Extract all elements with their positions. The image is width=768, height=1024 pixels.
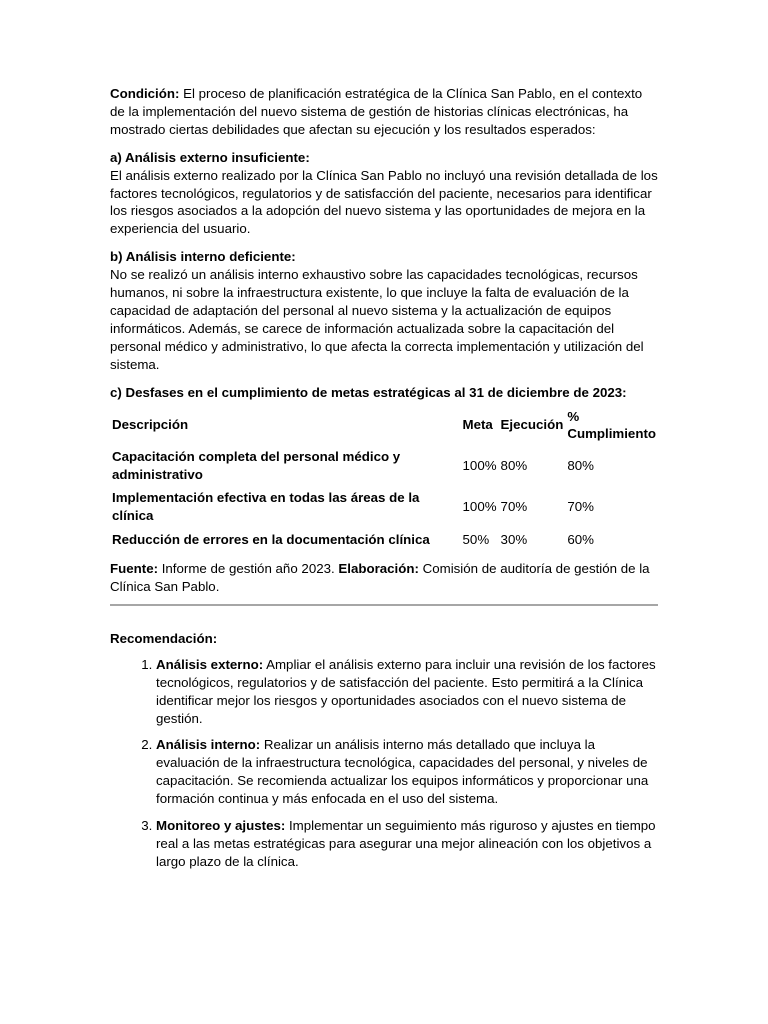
recommendation-text: Implementar un seguimiento más riguroso y ajustes en tiempo real a las metas estratégicas para asegurar una mejor alineación con los objetivos a largo plazo de la clínica. <box>156 818 656 869</box>
list-item <box>156 817 658 871</box>
table-cell-descripcion: Implementación efectiva en todas las áreas de la clínica <box>112 490 420 524</box>
goals-table <box>110 408 658 555</box>
table-row <box>110 489 658 525</box>
header-meta: Meta <box>462 417 493 433</box>
section-a-heading: a) Análisis externo insuficiente: <box>110 149 310 165</box>
table-cell-descripcion: Reducción de errores en la documentación clínica <box>112 531 430 547</box>
table-header-row <box>110 408 658 444</box>
table-cell-meta: 50% <box>462 531 490 547</box>
recommendation-label: Análisis externo: <box>156 656 264 672</box>
recommendation-label: Monitoreo y ajustes: <box>156 818 286 834</box>
section-divider <box>110 604 658 606</box>
header-cumplimiento: % Cumplimiento <box>567 408 657 442</box>
header-ejecucion: Ejecución <box>500 417 564 433</box>
source-label: Fuente: <box>110 561 159 577</box>
table-cell-meta: 100% <box>462 499 497 515</box>
recommendation-text: Ampliar el análisis externo para incluir una revisión de los factores tecnológicos, regulatorios y de satisfacción del paciente. Esto permitirá a la Clínica identificar mejor los riesgos y oportunidades asociados con el nuevo sistema de gestión. <box>156 656 656 726</box>
section-a-text: El análisis externo realizado por la Clínica San Pablo no incluyó una revisión detallada de los factores tecnológicos, regulatorios y de satisfacción del paciente, necesarios para identificar los riesgos asociados a la adopción del nuevo sistema y las oportunidades de mejora en la experiencia del usuario. <box>110 167 658 237</box>
table-cell-meta: 100% <box>462 458 497 474</box>
recommendation-text: Realizar un análisis interno más detallado que incluya la evaluación de la infraestructura tecnológica, capacidades del personal, y niveles de capacitación. Se recomienda actualizar los equipos informáticos y proporcionar una formación continua y más enfocada en el uso del sistema. <box>156 737 649 807</box>
elaboration-text: Comisión de auditoría de gestión de la Clínica San Pablo. <box>110 561 650 595</box>
list-item <box>156 656 658 728</box>
recommendation-label: Análisis interno: <box>156 737 261 753</box>
elaboration-label: Elaboración: <box>338 561 419 577</box>
source-text: Informe de gestión año 2023. <box>158 561 339 577</box>
table-cell-descripcion: Capacitación completa del personal médico y administrativo <box>112 449 401 483</box>
section-b-heading: b) Análisis interno deficiente: <box>110 249 296 265</box>
document-page <box>110 85 658 880</box>
condition-label: Condición: <box>110 86 180 101</box>
condition-text: El proceso de planificación estratégica de la Clínica San Pablo, en el contexto de la implementación del nuevo sistema de gestión de historias clínicas electrónicas, ha mostrado ciertas debilidades que afectan su ejecución y los resultados esperados: <box>110 86 643 137</box>
table-cell-ejecucion: 80% <box>500 458 528 474</box>
section-b-text: No se realizó un análisis interno exhaustivo sobre las capacidades tecnológicas, recursos humanos, ni sobre la infraestructura existente, lo que incluye la falta de evaluación de la capacidad de adaptación del personal al nuevo sistema y la actualización de equipos informáticos. Además, se carece de información actualizada sobre la capacitación del personal médico y administrativo, lo que afecta la correcta implementación y utilización del sistema. <box>110 267 644 372</box>
table-row <box>110 525 658 554</box>
table-row <box>110 443 658 489</box>
table-cell-cumplimiento: 70% <box>567 499 594 515</box>
recommendation-heading: Recomendación: <box>110 630 218 646</box>
list-item <box>156 736 658 808</box>
section-c-heading: c) Desfases en el cumplimiento de metas estratégicas al 31 de diciembre de 2023: <box>110 384 627 400</box>
table-cell-cumplimiento: 80% <box>567 458 594 474</box>
table-cell-ejecucion: 30% <box>500 531 528 547</box>
source-note <box>110 560 658 596</box>
recommendation-list <box>110 656 658 871</box>
table-cell-cumplimiento: 60% <box>567 531 594 547</box>
table-cell-ejecucion: 70% <box>500 499 528 515</box>
condition-paragraph <box>110 85 658 139</box>
header-descripcion: Descripción <box>112 417 189 433</box>
